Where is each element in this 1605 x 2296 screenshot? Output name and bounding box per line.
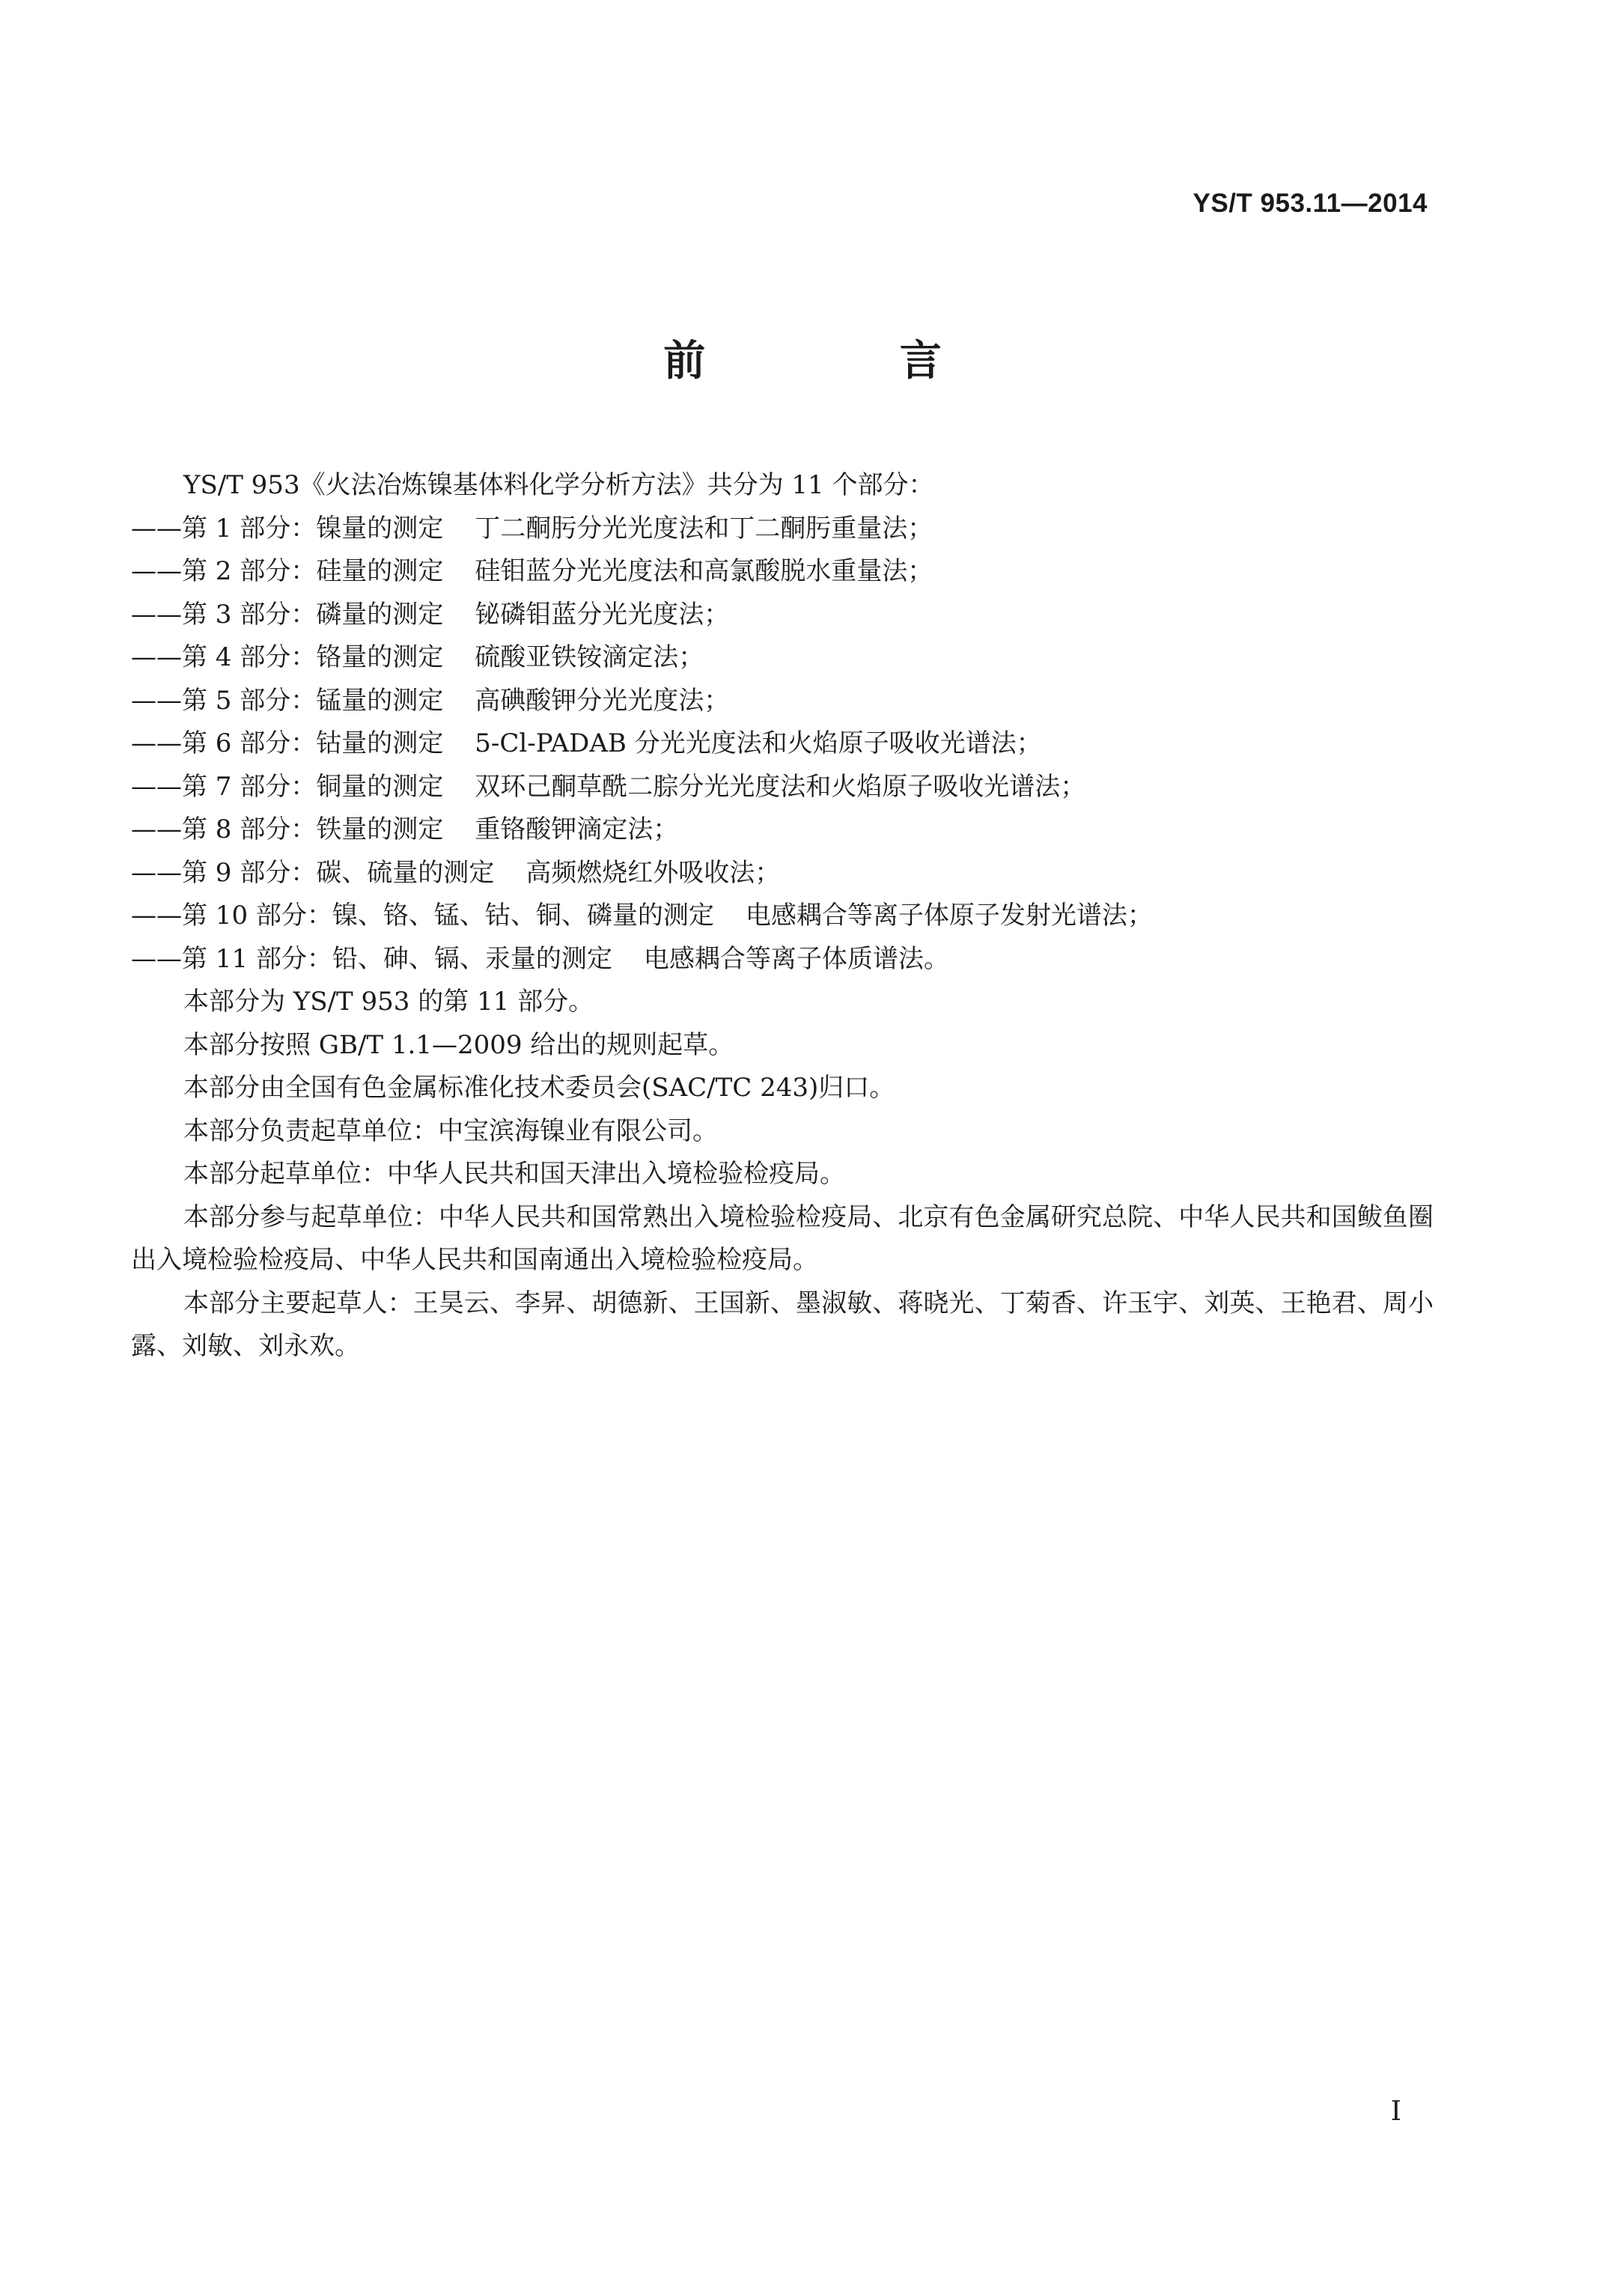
part-dash: —— (131, 599, 182, 630)
part-item (131, 508, 1434, 551)
page-title: 前 言 (663, 337, 1032, 386)
part-method: 硅钼蓝分光光度法和高氯酸脱水重量法； (475, 556, 934, 586)
part-label: 第 11 部分：铅、砷、镉、汞量的测定 (182, 943, 612, 974)
part-dash: —— (131, 556, 182, 586)
part-method: 丁二酮肟分光光度法和丁二酮肟重量法； (475, 513, 934, 543)
part-label: 第 9 部分：碳、硫量的测定 (182, 857, 495, 888)
statement-drafting-unit: 本部分起草单位：中华人民共和国天津出入境检验检疫局。 (183, 1159, 845, 1189)
part-method: 硫酸亚铁铵滴定法； (475, 642, 704, 672)
part-item (131, 809, 1434, 852)
statement-committee: 本部分由全国有色金属标准化技术委员会(SAC/TC 243)归口。 (183, 1073, 895, 1103)
part-item (131, 722, 1434, 766)
part-dash: —— (131, 857, 182, 888)
part-dash: —— (131, 642, 182, 672)
part-item (131, 594, 1434, 637)
part-method: 电感耦合等离子体原子发射光谱法； (745, 901, 1153, 931)
standard-code: YS/T 953.11—2014 (1193, 189, 1428, 218)
part-label: 第 5 部分：锰量的测定 (182, 685, 444, 716)
page-number: I (1390, 2096, 1401, 2127)
part-method: 5-Cl-PADAB 分光光度法和火焰原子吸收光谱法； (475, 728, 1042, 758)
part-label: 第 10 部分：镍、铬、锰、钴、铜、磷量的测定 (182, 901, 714, 931)
part-label: 第 2 部分：硅量的测定 (182, 556, 444, 586)
statement-part-number: 本部分为 YS/T 953 的第 11 部分。 (183, 987, 594, 1017)
part-dash: —— (131, 771, 182, 802)
part-item (131, 680, 1434, 723)
part-label: 第 4 部分：铬量的测定 (182, 642, 444, 672)
part-method: 电感耦合等离子体质谱法。 (643, 943, 949, 974)
statement-drafting-rules: 本部分按照 GB/T 1.1—2009 给出的规则起草。 (183, 1029, 734, 1060)
intro-line: YS/T 953《火法冶炼镍基体料化学分析方法》共分为 11 个部分： (183, 470, 934, 500)
statement-main-drafters: 本部分主要起草人：王昊云、李昇、胡德新、王国新、墨淑敏、蒋晓光、丁菊香、许玉宇、刘英、王艳君、周小露、刘敏、刘永欢。 (131, 1288, 1434, 1361)
part-label: 第 1 部分：镍量的测定 (182, 513, 444, 543)
part-label: 第 3 部分：磷量的测定 (182, 599, 444, 630)
part-method: 双环己酮草酰二腙分光光度法和火焰原子吸收光谱法； (475, 771, 1086, 802)
part-method: 高频燃烧红外吸收法； (526, 857, 781, 888)
part-dash: —— (131, 728, 182, 758)
part-label: 第 8 部分：铁量的测定 (182, 814, 444, 844)
part-dash: —— (131, 513, 182, 543)
part-dash: —— (131, 685, 182, 716)
part-method: 铋磷钼蓝分光光度法； (475, 599, 730, 630)
part-item (131, 550, 1434, 594)
part-dash: —— (131, 814, 182, 844)
part-dash: —— (131, 901, 182, 931)
part-item (131, 766, 1434, 809)
part-dash: —— (131, 943, 182, 974)
part-method: 高碘酸钾分光光度法； (475, 685, 730, 716)
part-item (131, 852, 1434, 895)
part-label: 第 6 部分：钴量的测定 (182, 728, 444, 758)
parts-list (131, 508, 1434, 981)
statement-responsible-drafter: 本部分负责起草单位：中宝滨海镍业有限公司。 (183, 1115, 718, 1146)
part-method: 重铬酸钾滴定法； (475, 814, 679, 844)
part-item (131, 895, 1434, 938)
part-item (131, 636, 1434, 680)
part-label: 第 7 部分：铜量的测定 (182, 771, 444, 802)
statement-participating-units: 本部分参与起草单位：中华人民共和国常熟出入境检验检疫局、北京有色金属研究总院、中华人民共和国鲅鱼圈出入境检验检疫局、中华人民共和国南通出入境检验检疫局。 (131, 1202, 1434, 1275)
part-item (131, 938, 1434, 981)
foreword-body (131, 464, 1434, 1368)
